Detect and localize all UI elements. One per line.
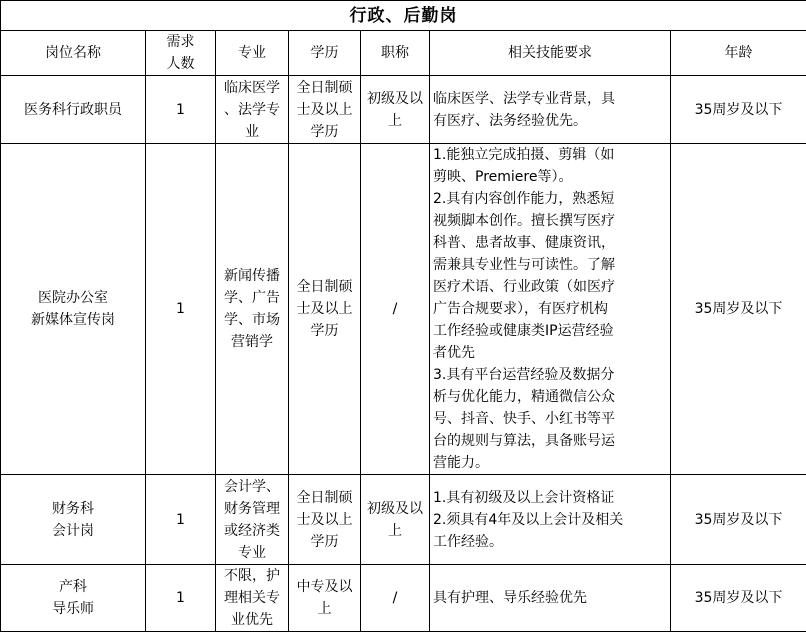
cell-education	[289, 475, 361, 565]
cell-position	[1, 475, 146, 565]
rank-line: /	[364, 298, 426, 320]
skills-line: 析与优化能力，精通微信公众	[433, 386, 667, 408]
skills-line: 工作经验。	[433, 531, 667, 553]
header-major: 专业	[216, 31, 289, 76]
cell-skills	[430, 76, 671, 144]
rank-line: 上	[364, 520, 426, 542]
education-line: 上	[292, 598, 357, 620]
major-line: 会计学、	[219, 476, 285, 498]
education-line: 学历	[292, 531, 357, 553]
cell-education	[289, 76, 361, 144]
skills-line: 广告合规要求），有医疗机构	[433, 298, 667, 320]
position-line: 财务科	[4, 498, 142, 520]
cell-rank	[361, 565, 430, 632]
major-line: 或经济类	[219, 520, 285, 542]
education-line: 士及以上	[292, 509, 357, 531]
skills-line: 3.具有平台运营经验及数据分	[433, 364, 667, 386]
header-skills: 相关技能要求	[430, 31, 671, 76]
major-line: 不限，护	[219, 565, 285, 587]
major-line: 学、广告	[219, 287, 285, 309]
header-position: 岗位名称	[1, 31, 146, 76]
cell-rank	[361, 144, 430, 475]
header-age: 年龄	[671, 31, 806, 76]
major-line: 新闻传播	[219, 265, 285, 287]
position-line: 产科	[4, 576, 142, 598]
skills-line: 2.须具有4年及以上会计及相关	[433, 509, 667, 531]
cell-count: 1	[146, 565, 216, 632]
cell-position	[1, 76, 146, 144]
skills-line: 工作经验或健康类IP运营经验	[433, 320, 667, 342]
rank-line: 初级及以	[364, 498, 426, 520]
rank-line: 初级及以	[364, 88, 426, 110]
major-line: 业优先	[219, 609, 285, 631]
skills-line: 科普、患者故事、健康资讯，	[433, 232, 667, 254]
header-education: 学历	[289, 31, 361, 76]
education-line: 学历	[292, 320, 357, 342]
education-line: 全日制硕	[292, 77, 357, 99]
education-line: 士及以上	[292, 99, 357, 121]
cell-age: 35周岁及以下	[671, 475, 806, 565]
skills-line: 1.能独立完成拍摄、剪辑（如	[433, 144, 667, 166]
skills-line: 具有护理、导乐经验优先	[433, 587, 667, 609]
cell-position	[1, 144, 146, 475]
skills-line: 临床医学、法学专业背景，具	[433, 88, 667, 110]
skills-line: 者优先	[433, 342, 667, 364]
skills-line: 视频脚本创作。擅长撰写医疗	[433, 210, 667, 232]
skills-line: 号、抖音、快手、小红书等平	[433, 408, 667, 430]
cell-major	[216, 475, 289, 565]
table-row	[1, 144, 806, 475]
major-line: 专业	[219, 542, 285, 564]
rank-line: /	[364, 587, 426, 609]
rank-line: 上	[364, 110, 426, 132]
cell-skills	[430, 565, 671, 632]
skills-line: 有医疗、法务经验优先。	[433, 110, 667, 132]
major-line: 财务管理	[219, 498, 285, 520]
cell-position	[1, 565, 146, 632]
header-count-line: 需求	[149, 31, 212, 53]
header-count	[146, 31, 216, 76]
cell-major	[216, 565, 289, 632]
position-line: 医院办公室	[4, 287, 142, 309]
skills-line: 医疗术语、行业政策（如医疗	[433, 276, 667, 298]
skills-line: 剪映、Premiere等）。	[433, 166, 667, 188]
education-line: 全日制硕	[292, 487, 357, 509]
cell-skills	[430, 475, 671, 565]
cell-age: 35周岁及以下	[671, 76, 806, 144]
cell-skills	[430, 144, 671, 475]
education-line: 全日制硕	[292, 276, 357, 298]
cell-age: 35周岁及以下	[671, 565, 806, 632]
major-line: 业	[219, 121, 285, 143]
major-line: 学、市场	[219, 309, 285, 331]
cell-count: 1	[146, 475, 216, 565]
education-line: 学历	[292, 121, 357, 143]
header-count-line: 人数	[149, 53, 212, 75]
cell-education	[289, 144, 361, 475]
header-rank: 职称	[361, 31, 430, 76]
position-line: 导乐师	[4, 598, 142, 620]
cell-rank	[361, 475, 430, 565]
education-line: 中专及以	[292, 576, 357, 598]
skills-line: 营能力。	[433, 452, 667, 474]
skills-line: 需兼具专业性与可读性。了解	[433, 254, 667, 276]
skills-line: 台的规则与算法，具备账号运	[433, 430, 667, 452]
position-line: 医务科行政职员	[4, 99, 142, 121]
table-body	[1, 76, 806, 632]
cell-major	[216, 144, 289, 475]
cell-age: 35周岁及以下	[671, 144, 806, 475]
cell-major	[216, 76, 289, 144]
header-row	[1, 31, 806, 76]
table-row	[1, 76, 806, 144]
major-line: 临床医学	[219, 77, 285, 99]
cell-count: 1	[146, 144, 216, 475]
cell-rank	[361, 76, 430, 144]
table-row	[1, 475, 806, 565]
major-line: 、法学专	[219, 99, 285, 121]
cell-education	[289, 565, 361, 632]
education-line: 士及以上	[292, 298, 357, 320]
cell-count: 1	[146, 76, 216, 144]
position-line: 会计岗	[4, 520, 142, 542]
major-line: 理相关专	[219, 587, 285, 609]
major-line: 营销学	[219, 331, 285, 353]
skills-line: 2.具有内容创作能力，熟悉短	[433, 188, 667, 210]
position-line: 新媒体宣传岗	[4, 309, 142, 331]
table-title: 行政、后勤岗	[1, 1, 806, 31]
skills-line: 1.具有初级及以上会计资格证	[433, 487, 667, 509]
table-row	[1, 565, 806, 632]
